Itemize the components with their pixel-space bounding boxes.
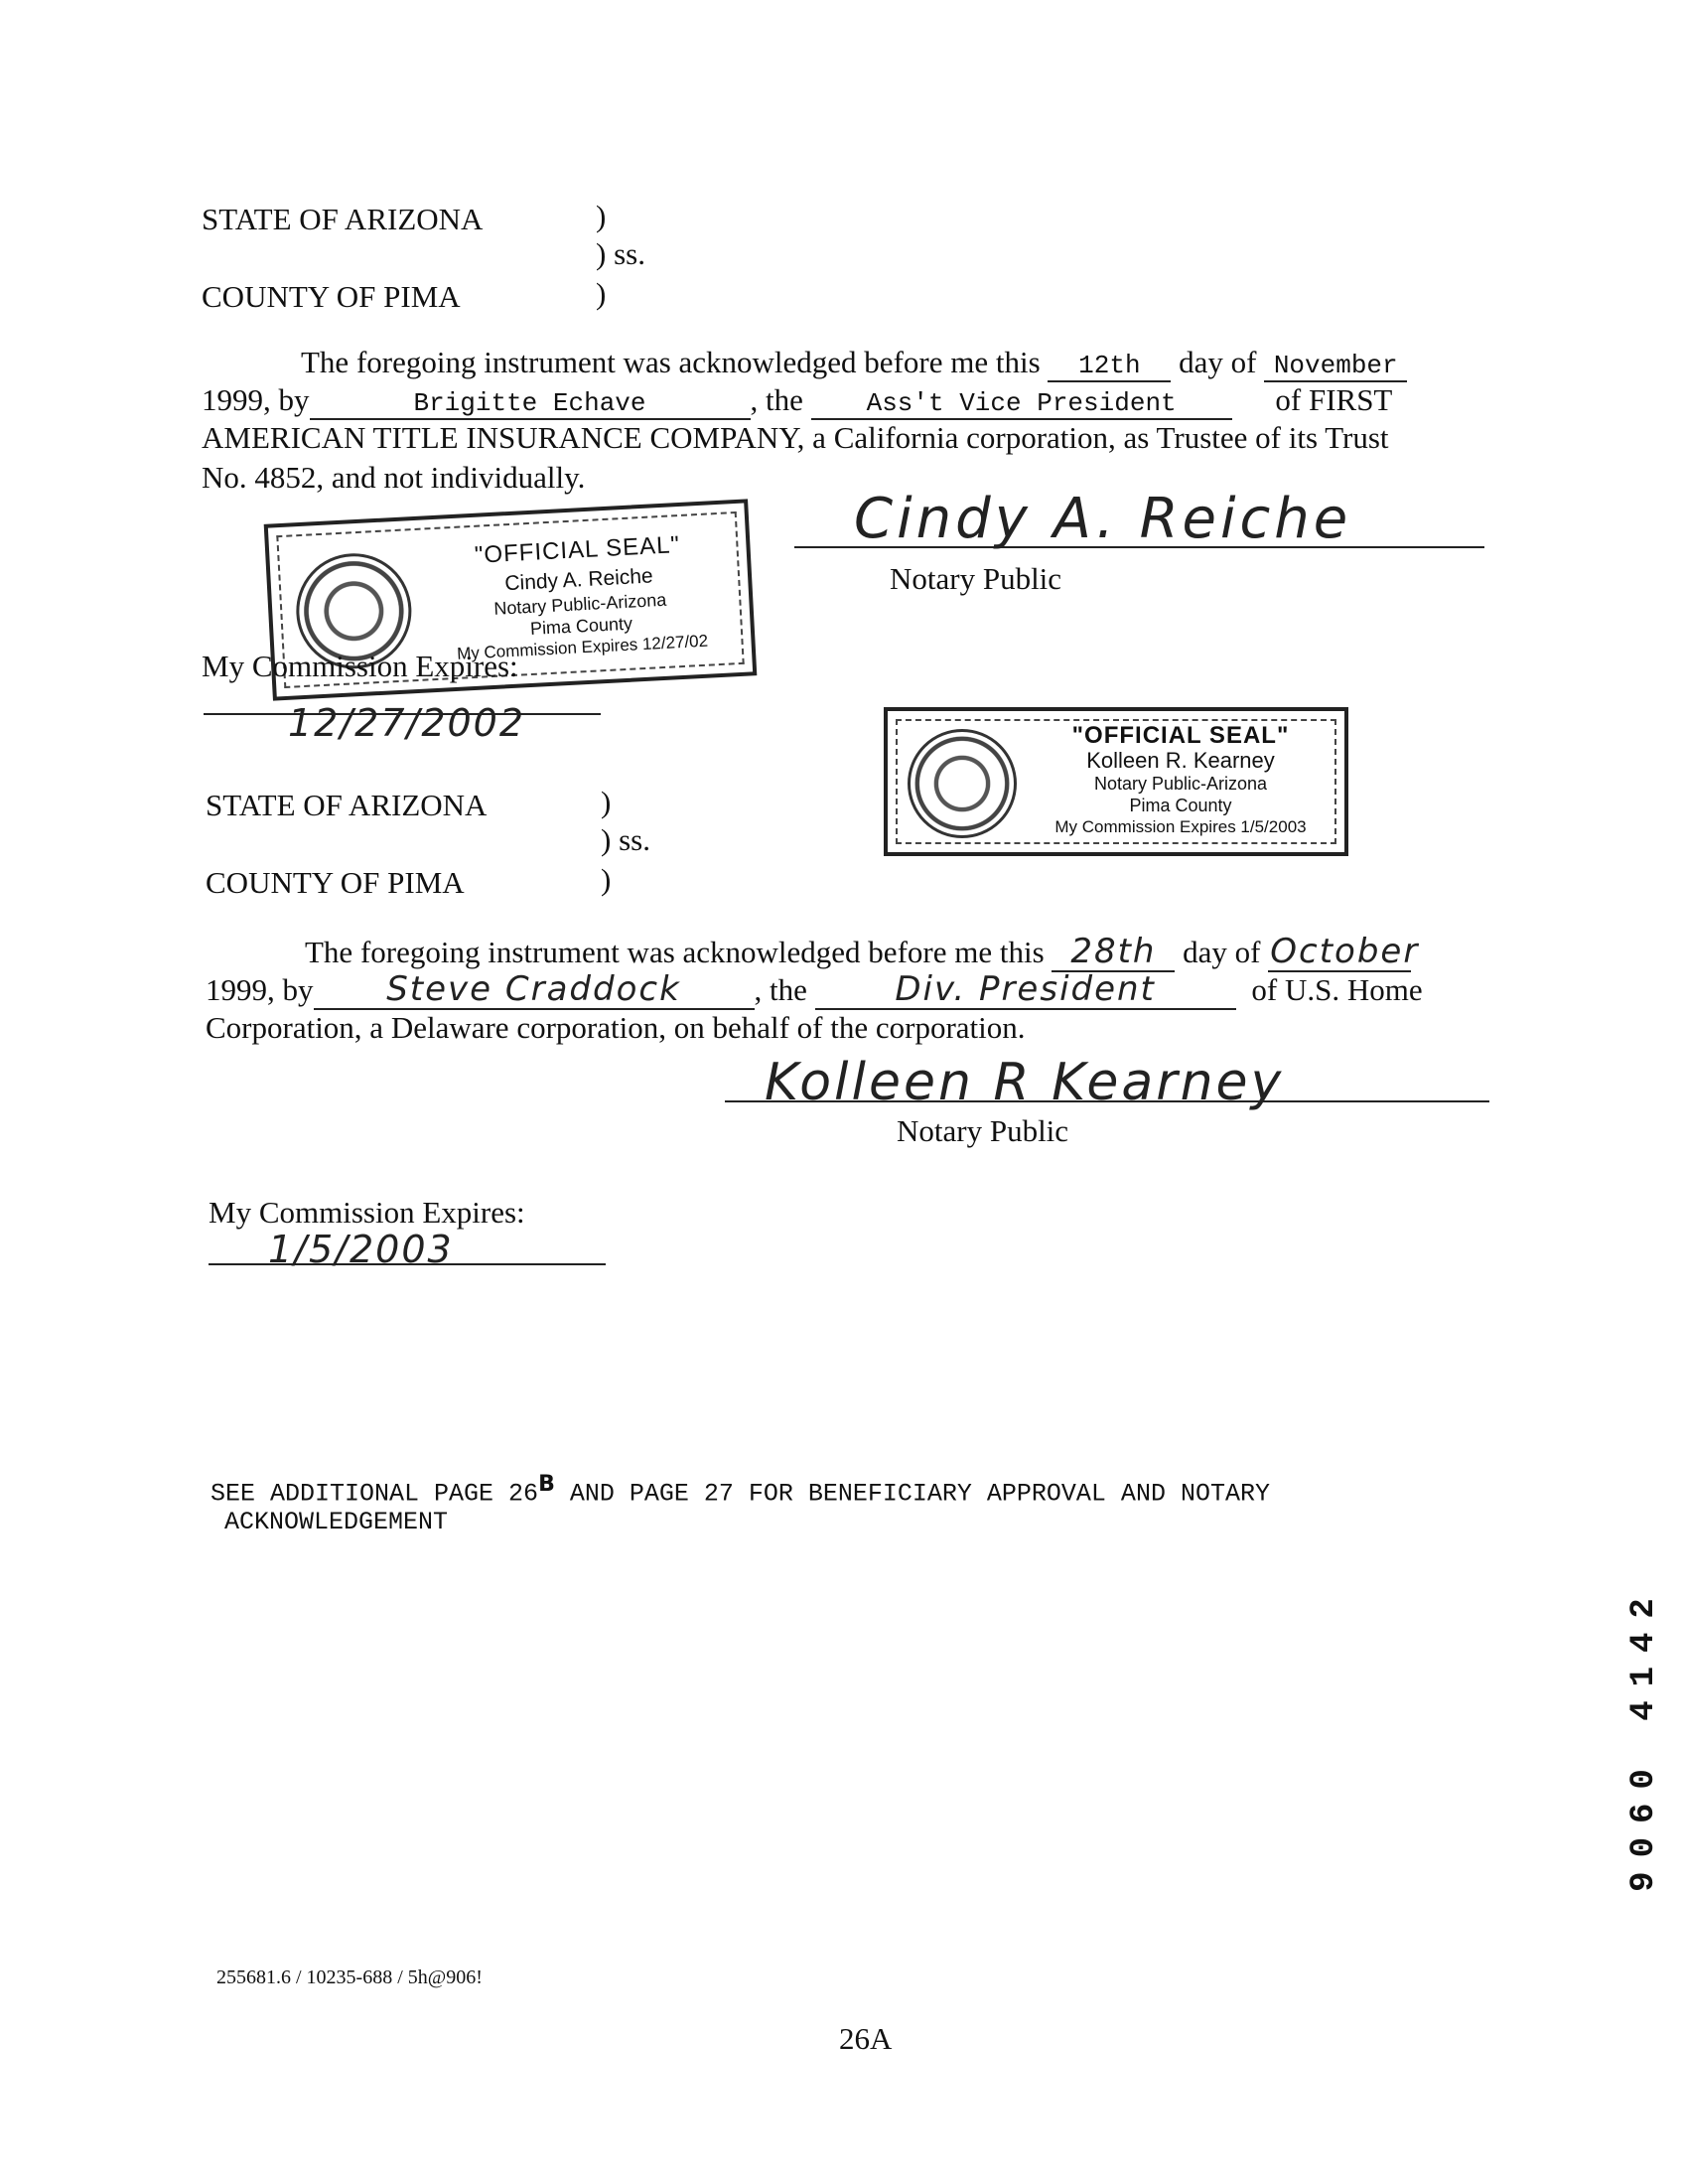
additional-pages-note-line2: ACKNOWLEDGEMENT: [224, 1508, 449, 1536]
document-reference: 255681.6 / 10235-688 / 5h@906!: [216, 1966, 483, 1988]
ack2-paren-bottom: ): [601, 862, 612, 897]
ack2-state: STATE OF ARIZONA: [206, 788, 488, 822]
ack1-state: STATE OF ARIZONA: [202, 202, 484, 236]
ack2-line1: The foregoing instrument was acknowledged before me this 28th day of October: [305, 932, 1420, 971]
ack2-notary-label: Notary Public: [897, 1113, 1069, 1148]
arizona-state-seal-icon-2: [908, 729, 1017, 838]
ack1-commission-line: [204, 713, 601, 715]
ack2-ss: ) ss.: [601, 822, 650, 857]
ack2-month-field: October: [1270, 932, 1420, 971]
ack2-commission-date: 1/5/2003: [268, 1228, 454, 1271]
ack1-paren-top: ): [596, 199, 607, 233]
ack1-official-seal: "OFFICIAL SEAL" Cindy A. Reiche Notary Public-Arizona Pima County My Commission Expires 12/27/02: [264, 499, 758, 700]
ack2-official-seal: "OFFICIAL SEAL" Kolleen R. Kearney Notary Public-Arizona Pima County My Commission Expires 1/5/2003: [884, 707, 1348, 856]
ack2-signature-line: [725, 1100, 1489, 1102]
ack1-day-field: 12th: [1048, 352, 1171, 382]
ack1-county: COUNTY OF PIMA: [202, 279, 461, 314]
ack1-title-field: Ass't Vice President: [811, 389, 1232, 420]
ack2-county: COUNTY OF PIMA: [206, 865, 465, 900]
ack1-notary-label: Notary Public: [890, 561, 1062, 596]
ack1-line1: The foregoing instrument was acknowledged before me this 12th day of November: [301, 342, 1407, 383]
ack1-commission-label: My Commission Expires:: [202, 649, 518, 683]
ack2-title-field: Div. President: [815, 971, 1236, 1010]
ack1-name-field: Brigitte Echave: [310, 389, 751, 420]
ack2-commission-label: My Commission Expires:: [209, 1195, 525, 1230]
recording-number-vertical: 9060 4142: [1625, 1584, 1664, 1892]
ack2-signature: Kolleen R Kearney: [765, 1053, 1285, 1112]
ack1-line3: AMERICAN TITLE INSURANCE COMPANY, a California corporation, as Trustee of its Trust: [202, 420, 1389, 455]
ack2-day-field: 28th: [1052, 934, 1175, 972]
ack2-line3: Corporation, a Delaware corporation, on behalf of the corporation.: [206, 1010, 1026, 1045]
page-suffix-superscript: B: [538, 1472, 555, 1497]
ack1-ss: ) ss.: [596, 236, 645, 271]
ack1-line2: 1999, by Brigitte Echave , the Ass't Vice President of FIRST: [202, 382, 1393, 418]
ack2-line2: 1999, by Steve Craddock , the Div. President of U.S. Home: [206, 969, 1423, 1009]
ack1-commission-date: 12/27/2002: [288, 701, 526, 745]
ack2-name-field: Steve Craddock: [314, 971, 755, 1010]
ack1-line4: No. 4852, and not individually.: [202, 460, 586, 495]
ack1-month-field: November: [1264, 352, 1407, 382]
additional-pages-note: SEE ADDITIONAL PAGE $26^B$ AND PAGE 27 FOR BENEFICIARY APPROVAL AND NOTARY: [210, 1472, 1270, 1509]
page-number: 26A: [839, 2021, 893, 2056]
ack1-signature-line: [794, 546, 1484, 548]
ack2-paren-top: ): [601, 785, 612, 819]
ack1-signature: Cindy A. Reiche: [854, 487, 1352, 551]
ack2-commission-line: [209, 1263, 606, 1265]
ack1-paren-bottom: ): [596, 276, 607, 311]
